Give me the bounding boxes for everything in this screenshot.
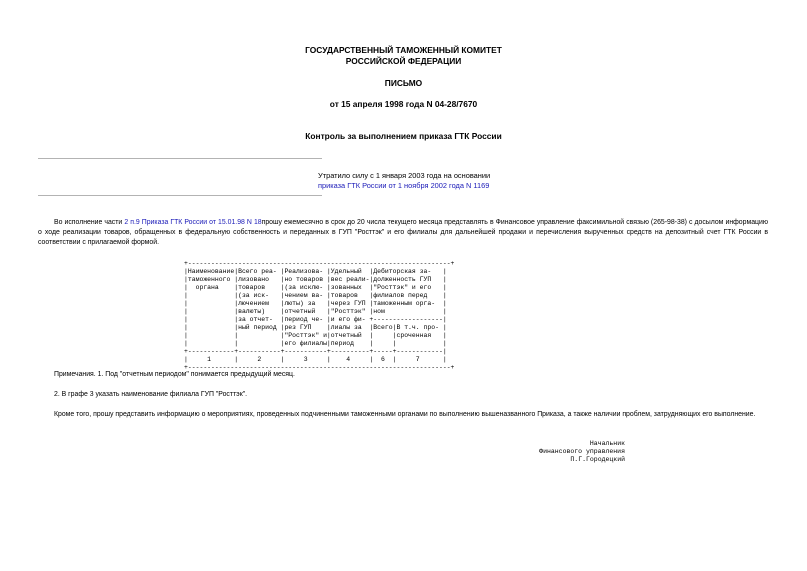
p1-text-a: Во исполнение части (54, 219, 125, 226)
note-1: Примечания. 1. Под "отчетным периодом" понимается предыдущий месяц. (54, 371, 295, 378)
status-note-link[interactable]: приказа ГТК России от 1 ноября 2002 года N 1169 (318, 181, 490, 190)
link-order-gtk[interactable]: Приказа ГТК России от 15.01.98 N 18 (141, 219, 262, 226)
body-paragraph-1 (38, 218, 768, 249)
p1-text-c: прошу ежемесячно в срок до 20 числа текущего месяца представлять в Финансовое управление факсимильной связью (265-98-38) с досылом информацию о ходе реализации товаров, обращенных в федеральную собственность и переданных в ГУП "Росттэк" и его филиалы для дальнейшей продажи и перечисления вырученных средств на депозитный счет ГТК России в соответствии с прилагаемой формой. (38, 219, 768, 247)
divider-bottom (38, 195, 322, 196)
status-note-text: Утратило силу с 1 января 2003 года на основании (318, 171, 491, 180)
signature-department: Финансового управления (539, 448, 625, 455)
issuer-line-1: ГОСУДАРСТВЕННЫЙ ТАМОЖЕННЫЙ КОМИТЕТ (305, 45, 502, 55)
document-type: ПИСЬМО (384, 78, 423, 88)
document-subject: Контроль за выполнением приказа ГТК России (305, 131, 502, 141)
signature-block (539, 440, 625, 464)
status-note-link-row (318, 181, 489, 191)
report-form-table: +--------------------------------------------------------------------+ |Наименование|Всего реа- |Реализова- |Удельный |Дебиторская за- | |таможенного |лизовано |но товаров |вес реали-|долженность ГУП | | органа |товаров |(за исклю- |зованных |"Росттэк" и его | | |(за иск- |чением ва- |товаров |филиалов перед | | |лючением |люты) за |через ГУП |таможенным орга- | | |валюты) |отчетный |"Росттэк" |ном | | |за отчет- |период че- |и его фи- +------------------| | |ный период |рез ГУП |лиалы за |Всего|В т.ч. про- | | | |"Росттэк" и|отчетный | |сроченная | | | |его филиалы|период | | | +------------+-----------+-----------+----------+-----+------------| | 1 | 2 | 3 | 4 | 6 | 7 | +--------------------------------------------------------------------+ (184, 260, 455, 371)
document-date-number: от 15 апреля 1998 года N 04-28/7670 (329, 99, 478, 109)
link-order-part[interactable]: 2 п.9 (124, 219, 140, 226)
body-paragraph-2 (38, 410, 768, 420)
signature-title: Начальник (589, 440, 625, 447)
signature-name: П.Г.Городецкий (570, 456, 625, 463)
p2-text: Кроме того, прошу представить информацию о мероприятиях, проведенных подчиненными таможенными органами по выполнению вышеназванного Приказа, а также наличии проблем, затрудняющих его выполнение. (54, 411, 756, 418)
note-2: 2. В графе 3 указать наименование филиала ГУП "Росттэк". (54, 391, 248, 398)
issuer-line-2: РОССИЙСКОЙ ФЕДЕРАЦИИ (345, 56, 462, 66)
divider-top (38, 158, 322, 159)
